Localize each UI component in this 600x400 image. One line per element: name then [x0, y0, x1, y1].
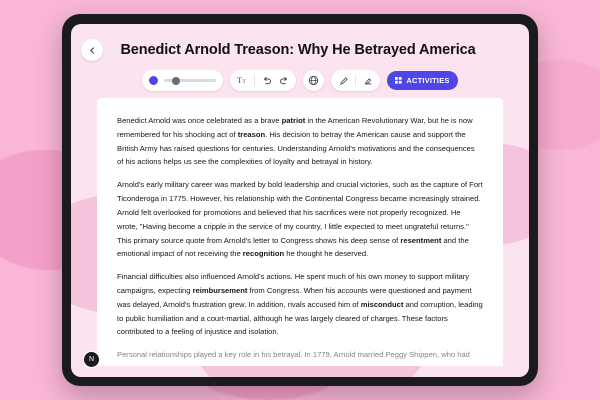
svg-text:T: T: [242, 79, 247, 85]
tablet-screen: [71, 24, 529, 377]
annotate-tools-group[interactable]: [331, 70, 380, 91]
globe-icon: [308, 75, 319, 86]
document-scroll-area[interactable]: [97, 98, 503, 366]
undo-icon[interactable]: [261, 74, 272, 88]
toolbar-divider: [254, 75, 255, 86]
pen-settings-group[interactable]: [142, 70, 223, 91]
text-and-history-group[interactable]: [230, 70, 296, 91]
editor-toolbar: [71, 68, 529, 98]
document-paragraph: Benedict Arnold was once celebrated as a brave patriot in the American Revolutionary War, but he is now remembered for his shocking act of treason. His decision to betray the American cause and support the British Army has raised questions for centuries. Understanding Arnold's motivations and the consequences of his actions helps us see the complexities of loyalty and betrayal in history.: [117, 116, 475, 167]
activities-label: ACTIVITIES: [406, 76, 450, 85]
highlighter-icon[interactable]: [362, 74, 373, 88]
document-page[interactable]: [97, 98, 503, 366]
document-paragraph: Financial difficulties also influenced Arnold's actions. He spent much of his own money to support military campaigns, expecting reimbursement from Congress. When his accounts were questioned and payment was delayed, Arnold's frustration grew. In addition, rivals accused him of misconduct and corruption, leading to public humiliation and a court-martial, although he was largely cleared of charges. These factors contributed to a feeling of injustice and isolation.: [117, 272, 483, 337]
back-button[interactable]: [81, 39, 103, 61]
text-size-icon[interactable]: [237, 74, 248, 88]
redo-icon[interactable]: [278, 74, 289, 88]
activities-button[interactable]: [387, 71, 457, 90]
pen-icon[interactable]: [338, 74, 349, 88]
nav-badge[interactable]: N: [83, 351, 100, 368]
language-button[interactable]: [303, 70, 324, 91]
stroke-thickness-slider[interactable]: [164, 79, 216, 82]
toolbar-divider-2: [355, 75, 356, 86]
chevron-left-icon: [89, 47, 96, 54]
document-paragraph: Personal relationships played a key role in his betrayal. In 1779, Arnold married Peggy Shippen, who had: [117, 350, 470, 360]
pen-color-swatch[interactable]: [149, 76, 158, 85]
grid-icon: [395, 77, 402, 84]
tablet-device-frame: [62, 14, 538, 386]
svg-text:T: T: [237, 76, 243, 85]
document-paragraph: Arnold's early military career was marked by bold leadership and crucial victories, such as the capture of Fort Ticonderoga in 1775. However, his relationship with the Continental Congress became increasingly strained. Arnold felt overlooked for promotions and believed that his sacrifices were not properly recognized. He wrote, "Having become a cripple in the service of my country, I little expected to meet ungrateful returns." This primary source quote from Arnold's letter to Congress shows his deep sense of resentment and the emotional impact of not receiving the recognition he thought he deserved.: [117, 180, 483, 259]
app-header: [71, 24, 529, 68]
page-title: Benedict Arnold Treason: Why He Betrayed America: [120, 42, 476, 58]
